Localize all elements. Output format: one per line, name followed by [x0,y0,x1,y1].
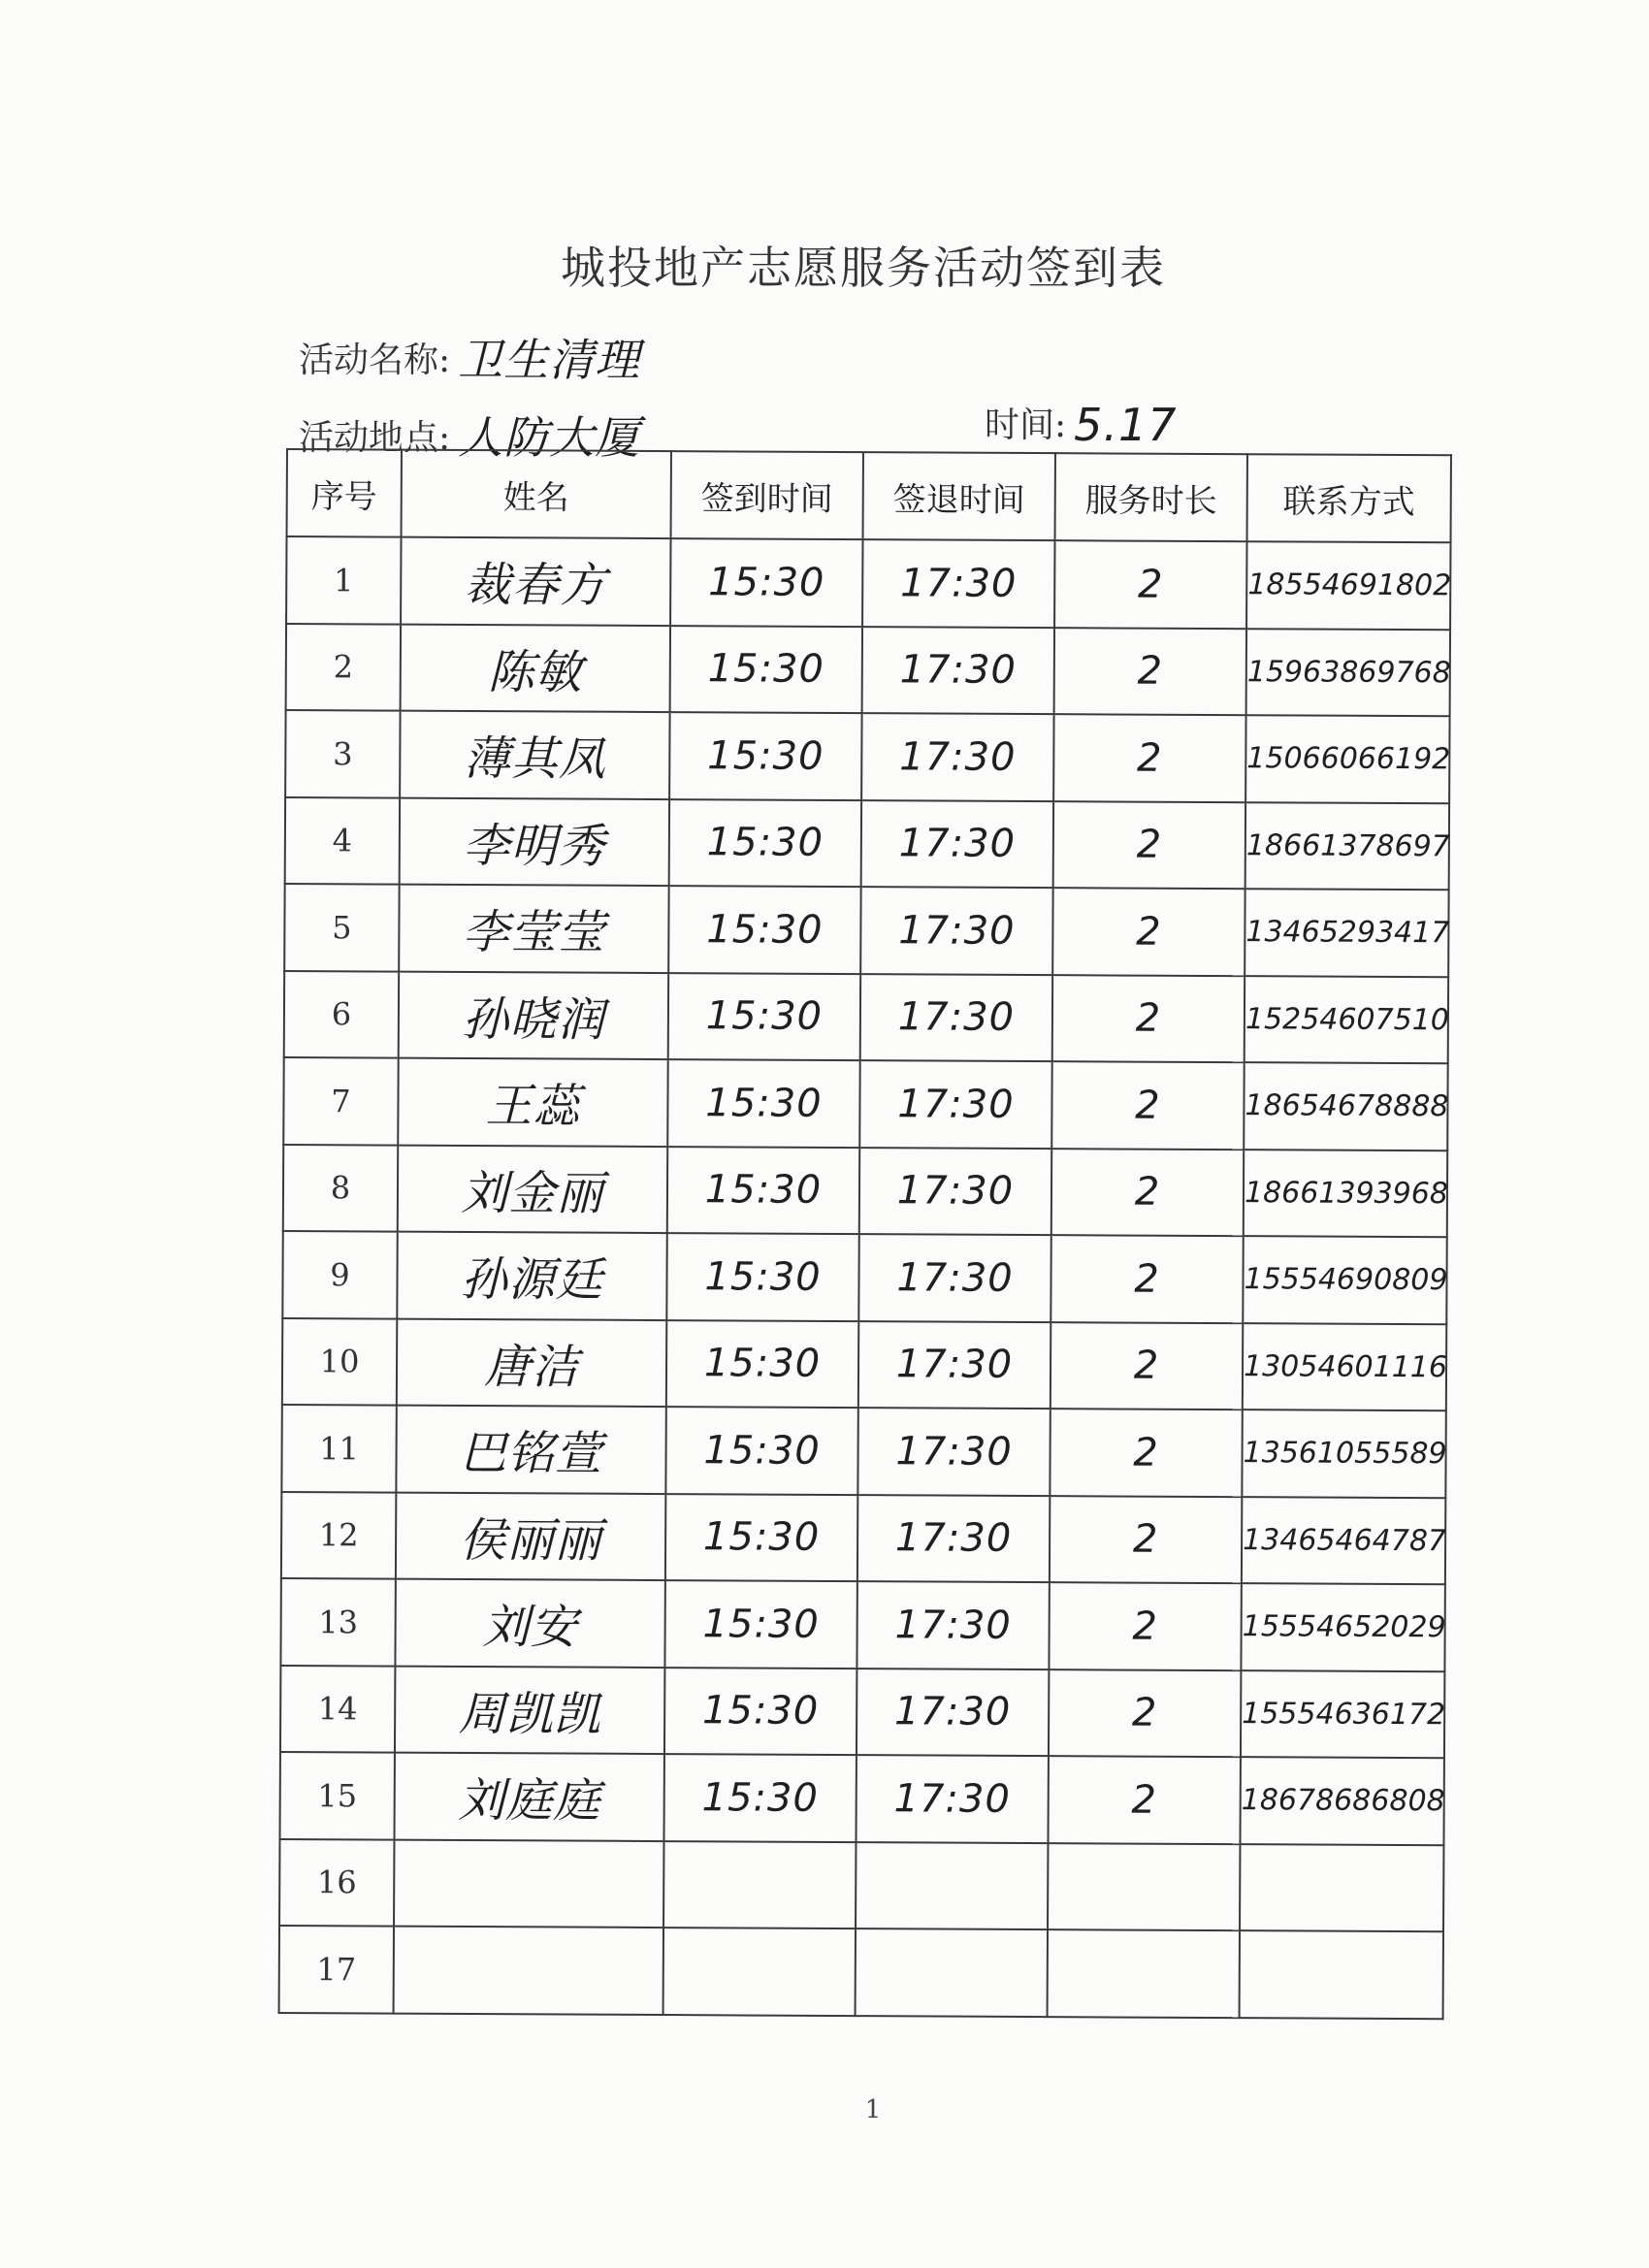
cell-checkin-text: 15:30 [701,1688,820,1734]
cell-checkout-text: 17:30 [899,647,1018,694]
cell-checkin [664,1668,857,1756]
table-row [281,1491,1445,1584]
cell-name [394,1927,663,2015]
cell-name-text: 裁春方 [464,558,607,613]
cell-name-text: 唐洁 [483,1339,580,1395]
cell-checkout [860,887,1052,975]
table-row [286,624,1450,717]
cell-hours-text: 2 [1132,1604,1158,1649]
cell-checkout [860,974,1052,1062]
cell-name [396,1406,665,1494]
table-row [283,1144,1447,1237]
cell-hours-text: 2 [1134,1169,1161,1215]
cell-checkout-text: 17:30 [899,734,1017,780]
table-row [284,884,1448,977]
cell-hours [1049,1582,1241,1670]
cell-checkout [859,1060,1051,1149]
cell-name [394,1753,663,1841]
activity-place-label: 活动地点: [299,418,451,458]
table-row [279,1838,1443,1931]
cell-hours [1053,714,1245,802]
cell-hours [1051,1235,1243,1323]
activity-name-field [299,325,640,389]
page-title: 城投地产志愿服务活动签到表 [561,242,1166,294]
cell-hours [1048,1929,1240,2018]
cell-checkout-text: 17:30 [896,1168,1015,1215]
cell-phone [1242,1409,1445,1498]
cell-name-text: 巴铭萱 [459,1426,603,1481]
cell-checkin [663,1754,856,1842]
table-row [285,710,1449,803]
cell-name [398,1058,667,1147]
cell-phone [1240,1844,1443,1932]
cell-seq: 11 [281,1405,396,1492]
activity-place-value: 人防大厦 [458,411,641,464]
cell-phone [1245,889,1448,977]
cell-hours [1054,540,1246,629]
cell-phone-text: 15963869768 [1246,654,1451,691]
table-row [279,1926,1443,2019]
cell-hours [1049,1669,1241,1758]
table-row [280,1665,1444,1758]
cell-phone-text: 15254607510 [1245,1001,1449,1038]
cell-phone [1244,1150,1447,1238]
cell-phone [1245,802,1449,891]
cell-phone-text: 15554690809 [1244,1262,1448,1298]
cell-checkin-text: 15:30 [705,993,824,1040]
cell-checkout [861,713,1053,801]
cell-phone [1245,715,1449,803]
cell-name-text: 薄其凤 [463,731,606,787]
cell-phone-text: 13561055589 [1243,1436,1447,1472]
cell-phone [1244,1062,1447,1150]
cell-hours-text: 2 [1132,1516,1159,1562]
cell-checkout-text: 17:30 [896,1255,1014,1301]
cell-name-text: 李莹莹 [462,905,606,960]
cell-hours-text: 2 [1137,562,1164,607]
cell-seq: 9 [282,1231,397,1318]
cell-seq: 14 [280,1665,395,1752]
cell-hours-text: 2 [1135,995,1162,1041]
cell-phone-text: 13054601116 [1243,1348,1448,1385]
cell-seq: 5 [284,884,399,971]
cell-name-text: 孙晓润 [462,991,605,1048]
cell-checkin [665,1407,857,1495]
time-value: 5.17 [1074,399,1178,451]
cell-checkout-text: 17:30 [897,994,1016,1041]
cell-name [394,1839,663,1928]
cell-seq: 10 [282,1317,397,1405]
cell-phone [1241,1583,1444,1671]
cell-checkin-text: 15:30 [703,1341,822,1387]
cell-name [400,797,669,886]
cell-name [395,1666,664,1754]
cell-name [400,711,669,799]
cell-hours [1051,1149,1244,1237]
cell-checkout [858,1321,1051,1409]
cell-checkin-text: 15:30 [704,1254,822,1300]
cell-phone-text: 18654678888 [1245,1088,1449,1124]
cell-checkout [856,1842,1048,1930]
cell-phone-text: 18678686808 [1241,1783,1445,1819]
cell-hours [1048,1756,1240,1844]
cell-checkout-text: 17:30 [898,821,1017,867]
cell-name [398,1145,667,1233]
cell-name-text: 孙源廷 [460,1252,604,1308]
cell-checkout [857,1581,1049,1669]
header-name: 姓名 [402,450,671,538]
cell-name-text: 陈敏 [487,644,583,700]
cell-phone [1240,1757,1443,1845]
cell-checkin-text: 15:30 [703,1428,821,1474]
cell-checkin-text: 15:30 [704,1167,823,1214]
cell-checkout-text: 17:30 [898,908,1016,954]
table-header-row [287,449,1451,542]
cell-name [395,1579,664,1668]
cell-checkout [862,539,1054,628]
cell-seq: 2 [286,624,401,711]
cell-checkin-text: 15:30 [707,733,824,779]
cell-checkin [670,538,862,627]
cell-hours-text: 2 [1131,1777,1158,1823]
cell-checkout [859,1148,1051,1236]
page-number: 1 [864,2095,882,2124]
cell-name [401,624,670,712]
cell-phone-text: 18554691802 [1247,567,1452,603]
cell-hours-text: 2 [1137,648,1164,694]
cell-checkin-text: 15:30 [708,560,825,605]
cell-hours-text: 2 [1131,1690,1158,1735]
activity-time-field [985,398,1178,451]
cell-hours-text: 2 [1135,1083,1161,1128]
cell-checkin-text: 15:30 [701,1775,819,1821]
cell-checkout-text: 17:30 [895,1429,1013,1474]
cell-hours [1048,1843,1240,1931]
cell-name [399,885,668,973]
cell-checkin-text: 15:30 [706,820,824,866]
cell-name-text: 李明秀 [463,818,606,874]
cell-phone [1246,541,1450,630]
table-row [282,1317,1446,1410]
cell-name-text: 王蕊 [485,1079,581,1134]
cell-hours [1053,801,1245,890]
cell-hours [1050,1409,1242,1497]
cell-name-text: 刘金丽 [461,1165,604,1221]
cell-name-text: 侯丽丽 [459,1512,602,1569]
header-contact: 联系方式 [1247,454,1451,542]
cell-checkout-text: 17:30 [897,1082,1015,1127]
cell-phone-text: 13465464787 [1243,1522,1447,1559]
cell-phone-text: 15554636172 [1242,1696,1446,1733]
cell-seq: 8 [283,1144,398,1231]
cell-hours [1051,1322,1243,1410]
table-row [280,1578,1444,1671]
cell-checkin-text: 15:30 [702,1602,820,1647]
cell-hours [1051,1061,1244,1150]
cell-checkin [663,1928,856,2016]
cell-checkin-text: 15:30 [705,1081,823,1126]
cell-checkin [664,1580,857,1669]
cell-hours-text: 2 [1133,1430,1159,1475]
cell-hours-text: 2 [1133,1343,1160,1388]
cell-checkin [666,1233,858,1321]
cell-name-text: 周凯凯 [458,1686,601,1742]
table-row [283,1057,1447,1150]
cell-phone [1243,1236,1446,1324]
cell-seq: 7 [283,1057,398,1145]
cell-checkout-text: 17:30 [893,1776,1011,1822]
cell-checkout [857,1495,1050,1583]
cell-checkout-text: 17:30 [894,1515,1013,1562]
cell-seq: 1 [286,536,401,624]
table-row [285,797,1449,891]
cell-seq: 17 [279,1926,394,2013]
table-row [286,536,1450,630]
cell-checkout-text: 17:30 [900,561,1018,606]
header-seq: 序号 [287,449,402,537]
cell-hours [1052,975,1245,1063]
cell-checkout [857,1408,1050,1496]
cell-checkin [669,799,861,888]
cell-checkin [669,712,861,800]
activity-name-label: 活动名称: [299,340,451,380]
cell-phone-text: 18661378697 [1245,827,1450,864]
cell-hours-text: 2 [1134,1256,1160,1302]
cell-phone [1241,1670,1444,1759]
cell-seq: 15 [279,1752,394,1839]
cell-checkin [667,1147,859,1235]
cell-phone [1243,1323,1446,1411]
cell-checkin [665,1494,857,1582]
cell-checkout [862,627,1054,715]
cell-phone-text: 15066066192 [1246,741,1451,777]
cell-seq: 6 [284,970,399,1057]
cell-hours [1050,1496,1242,1584]
cell-seq: 4 [285,797,400,885]
cell-checkout [856,1755,1048,1843]
cell-checkout [861,800,1053,889]
sign-in-table [278,448,1452,2020]
table-body [279,536,1451,2019]
cell-hours-text: 2 [1136,822,1163,867]
cell-seq: 16 [279,1838,394,1926]
cell-checkout [857,1669,1049,1757]
cell-checkin-text: 15:30 [707,646,825,693]
table-row [279,1752,1443,1845]
cell-phone-text: 18661393968 [1244,1175,1449,1212]
cell-name-text: 刘庭庭 [458,1773,601,1829]
header-hours: 服务时长 [1055,453,1247,541]
cell-checkout [856,1928,1048,2017]
cell-phone [1240,1930,1443,2019]
cell-checkin [670,626,862,714]
cell-name [401,537,670,626]
header-checkin: 签到时间 [671,451,863,539]
cell-checkin [663,1841,856,1929]
table-row [282,1231,1446,1324]
cell-seq: 3 [285,710,400,797]
time-label: 时间: [985,405,1067,445]
cell-name [399,971,668,1059]
cell-phone-text: 13465293417 [1245,915,1450,951]
cell-phone-text: 15554652029 [1242,1609,1446,1645]
cell-name [397,1318,666,1407]
header-checkout: 签退时间 [863,452,1055,540]
cell-hours [1054,628,1246,716]
cell-seq: 13 [280,1578,395,1666]
cell-phone [1246,629,1450,717]
cell-checkout [858,1234,1051,1322]
cell-hours [1052,888,1245,976]
cell-phone [1242,1497,1445,1585]
cell-name-text: 刘安 [482,1600,578,1655]
cell-checkout-text: 17:30 [893,1689,1012,1735]
cell-checkin [666,1320,858,1409]
cell-checkin [668,973,860,1061]
table-row [281,1405,1445,1498]
cell-hours-text: 2 [1136,909,1162,955]
cell-checkin-text: 15:30 [706,907,824,953]
cell-name [397,1232,666,1320]
table-row [284,970,1448,1063]
cell-checkout-text: 17:30 [895,1342,1014,1388]
cell-name [396,1492,665,1580]
activity-name-value: 卫生清理 [458,334,641,386]
cell-checkin [668,886,860,974]
cell-seq: 12 [281,1491,396,1578]
cell-checkout-text: 17:30 [894,1603,1012,1648]
cell-phone [1245,976,1448,1064]
cell-hours-text: 2 [1136,735,1163,781]
cell-checkin [667,1059,859,1148]
cell-checkin-text: 15:30 [702,1514,821,1561]
